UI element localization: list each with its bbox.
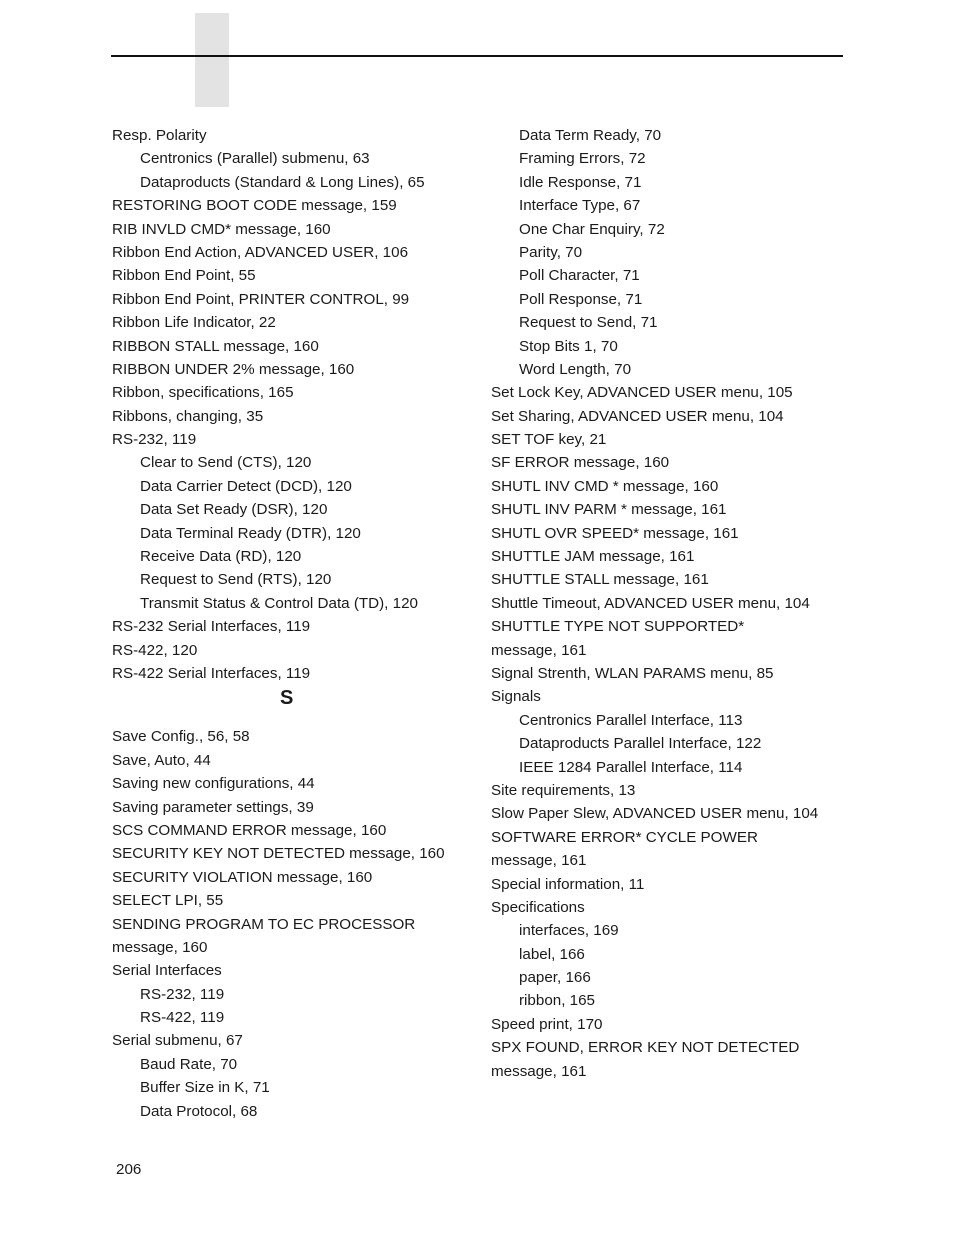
index-subentry: RS-422, 119 — [140, 1009, 225, 1027]
index-subentry: Data Terminal Ready (DTR), 120 — [140, 524, 361, 542]
index-subentry: Dataproducts Parallel Interface, 122 — [519, 735, 762, 753]
index-subentry: RS-232, 119 — [140, 985, 225, 1003]
index-subentry: Parity, 70 — [519, 243, 583, 261]
index-subentry: interfaces, 169 — [519, 922, 619, 940]
index-subentry: Transmit Status & Control Data (TD), 120 — [140, 594, 418, 612]
index-entry: SHUTTLE TYPE NOT SUPPORTED* — [491, 618, 745, 636]
index-subentry: IEEE 1284 Parallel Interface, 114 — [519, 758, 743, 776]
index-entry: SHUTL OVR SPEED* message, 161 — [491, 524, 739, 542]
index-entry: Ribbon End Action, ADVANCED USER, 106 — [112, 243, 409, 261]
index-entry: Serial Interfaces — [112, 962, 222, 980]
index-entry: message, 161 — [491, 641, 587, 659]
index-subentry: Framing Errors, 72 — [519, 150, 646, 168]
index-entry: Set Lock Key, ADVANCED USER menu, 105 — [491, 384, 793, 402]
index-subentry: Data Term Ready, 70 — [519, 127, 662, 144]
index-entry: Signals — [491, 688, 541, 706]
index-entry: SHUTTLE JAM message, 161 — [491, 548, 695, 566]
index-entry: Ribbon End Point, PRINTER CONTROL, 99 — [112, 290, 410, 308]
index-entry: Site requirements, 13 — [491, 781, 636, 799]
index-subentry: label, 166 — [519, 945, 585, 963]
index-subentry: paper, 166 — [519, 969, 591, 987]
page-number: 206 — [116, 1161, 142, 1178]
index-entry: SF ERROR message, 160 — [491, 454, 670, 472]
index-entry: Saving parameter settings, 39 — [112, 798, 314, 816]
index-entry: RIBBON UNDER 2% message, 160 — [112, 360, 355, 378]
index-entry: SECURITY KEY NOT DETECTED message, 160 — [112, 845, 445, 863]
index-entry: Speed print, 170 — [491, 1015, 603, 1033]
index-subentry: Data Set Ready (DSR), 120 — [140, 501, 328, 519]
index-entry: Ribbons, changing, 35 — [112, 407, 264, 425]
index-subentry: Request to Send, 71 — [519, 314, 658, 332]
index-subentry: Poll Response, 71 — [519, 290, 643, 308]
index-entry: Slow Paper Slew, ADVANCED USER menu, 104 — [491, 805, 819, 823]
index-entry: Specifications — [491, 898, 585, 916]
chapter-thumb-tab — [195, 13, 229, 107]
index-subentry: Data Protocol, 68 — [140, 1102, 258, 1120]
index-entry: SHUTTLE STALL message, 161 — [491, 571, 709, 589]
index-entry: message, 161 — [491, 1062, 587, 1080]
index-entry: Special information, 11 — [491, 875, 645, 893]
index-subentry: Interface Type, 67 — [519, 197, 641, 215]
index-entry: SENDING PROGRAM TO EC PROCESSOR — [112, 915, 416, 933]
index-entry: message, 161 — [491, 852, 587, 870]
index-entry: RS-422, 120 — [112, 641, 198, 659]
index-entry: Ribbon Life Indicator, 22 — [112, 314, 276, 332]
index-column-right — [491, 124, 851, 1083]
index-entry: SELECT LPI, 55 — [112, 892, 224, 910]
index-entry: SHUTL INV PARM * message, 161 — [491, 501, 727, 519]
index-subentry: Centronics Parallel Interface, 113 — [519, 711, 743, 729]
index-entry: RS-422 Serial Interfaces, 119 — [112, 664, 311, 682]
index-subentry: Dataproducts (Standard & Long Lines), 65 — [140, 173, 425, 191]
index-entry: SPX FOUND, ERROR KEY NOT DETECTED — [491, 1039, 800, 1057]
index-entry: Shuttle Timeout, ADVANCED USER menu, 104 — [491, 594, 810, 612]
index-entry: Set Sharing, ADVANCED USER menu, 104 — [491, 407, 784, 425]
index-entry: RESTORING BOOT CODE message, 159 — [112, 197, 397, 215]
index-entry: Resp. Polarity — [112, 127, 207, 144]
index-entry: Signal Strenth, WLAN PARAMS menu, 85 — [491, 664, 774, 682]
index-subentry: Word Length, 70 — [519, 360, 632, 378]
index-entry: SECURITY VIOLATION message, 160 — [112, 868, 373, 886]
index-entry: SOFTWARE ERROR* CYCLE POWER — [491, 828, 758, 846]
index-subentry: Baud Rate, 70 — [140, 1055, 238, 1073]
index-subentry: Receive Data (RD), 120 — [140, 548, 302, 566]
index-entry: Save Config., 56, 58 — [112, 728, 250, 746]
index-entry: SCS COMMAND ERROR message, 160 — [112, 821, 387, 839]
index-subentry: Clear to Send (CTS), 120 — [140, 454, 312, 472]
index-entry: Ribbon, specifications, 165 — [112, 384, 294, 402]
index-entry: message, 160 — [112, 938, 208, 956]
index-subentry: Data Carrier Detect (DCD), 120 — [140, 477, 352, 495]
index-entry: Save, Auto, 44 — [112, 751, 211, 769]
index-column-left — [112, 124, 482, 1123]
index-entry: Saving new configurations, 44 — [112, 775, 315, 793]
index-entry: SET TOF key, 21 — [491, 431, 607, 449]
index-subentry: Idle Response, 71 — [519, 173, 642, 191]
index-entry: Serial submenu, 67 — [112, 1032, 243, 1050]
index-subentry: Buffer Size in K, 71 — [140, 1079, 270, 1097]
section-letter-heading: S — [280, 687, 294, 710]
index-subentry: ribbon, 165 — [519, 992, 595, 1010]
index-entry: SHUTL INV CMD * message, 160 — [491, 477, 719, 495]
index-subentry: Centronics (Parallel) submenu, 63 — [140, 150, 370, 168]
index-subentry: Poll Character, 71 — [519, 267, 640, 285]
index-subentry: One Char Enquiry, 72 — [519, 220, 665, 238]
index-entry: RS-232 Serial Interfaces, 119 — [112, 618, 311, 636]
index-entry: RIBBON STALL message, 160 — [112, 337, 319, 355]
index-entry: RIB INVLD CMD* message, 160 — [112, 220, 331, 238]
index-entry: RS-232, 119 — [112, 431, 197, 449]
index-entry: Ribbon End Point, 55 — [112, 267, 256, 285]
index-subentry: Stop Bits 1, 70 — [519, 337, 618, 355]
index-subentry: Request to Send (RTS), 120 — [140, 571, 332, 589]
header-rule — [111, 55, 843, 57]
